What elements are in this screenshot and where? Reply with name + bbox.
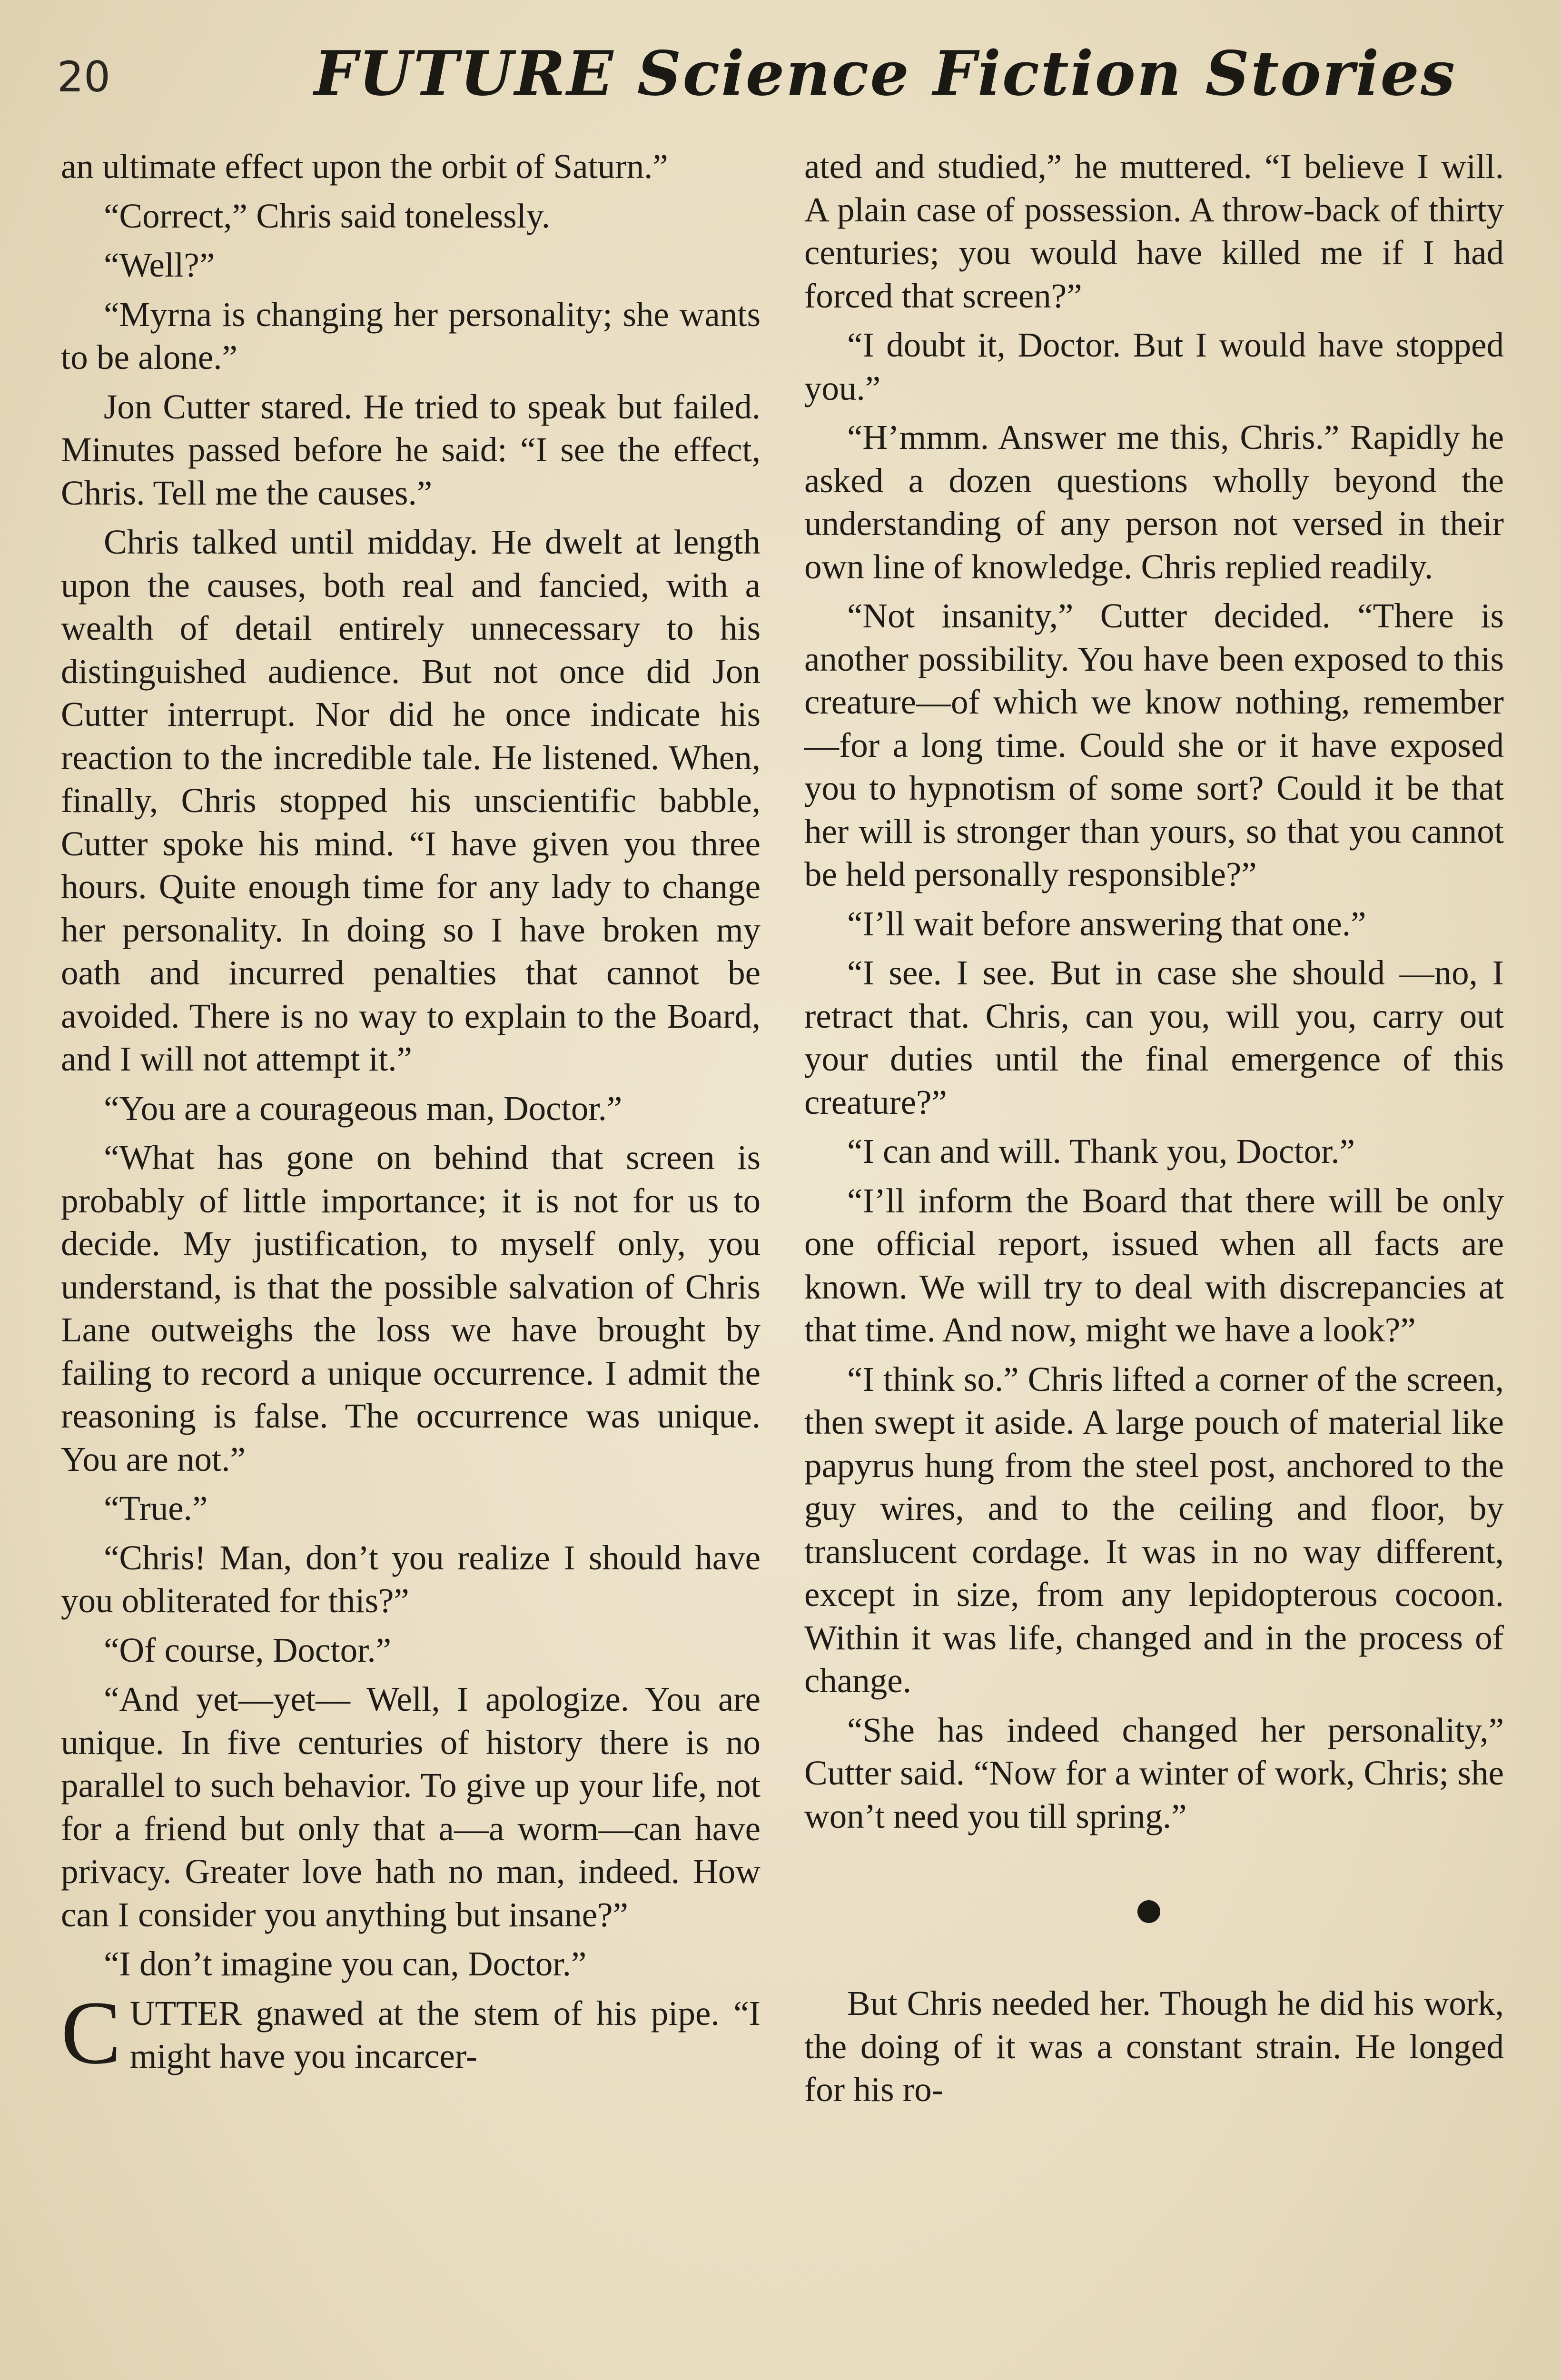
paragraph: “H’mmm. Answer me this, Chris.” Rapidly he asked a dozen questions wholly beyond the understanding of any person not versed in their own line of knowledge. Chris replied readily. [804,418,1504,586]
paragraph: “I see. I see. But in case she should —no, I retract that. Chris, can you, will you, carry out your duties until the final emergence of this creature?” [804,953,1504,1121]
page-number: 20 [57,52,110,101]
paragraph: Jon Cutter stared. He tried to speak but failed. Minutes passed before he said: “I see the effect, Chris. Tell me the causes.” [61,387,761,512]
paragraph: “Correct,” Chris said tonelessly. [104,196,550,235]
paragraph: “I doubt it, Doctor. But I would have stopped you.” [804,326,1504,407]
section-break [804,1844,1504,1982]
paragraph: Chris talked until midday. He dwelt at length upon the causes, both real and fancied, with a wealth of detail entirely unnecessary to his distinguished audience. But not once did Jon Cutter interrupt. Nor did he once indicate his reaction to the incredible tale. He listened. When, finally, Chris stopped his unscientific babble, Cutter spoke his mind. “I have given you three hours. Quite enough time for any lady to change her personality. In doing so I have broken my oath and incurred penalties that cannot be avoided. There is no way to explain to the Board, and I will not attempt it.” [61,523,761,1078]
paragraph: “You are a courageous man, Doctor.” [104,1089,622,1128]
dropcap-paragraph-text: UTTER gnawed at the stem of his pipe. “I might have you incarcer- [129,1993,761,2075]
paragraph: “She has indeed changed her personality,” Cutter said. “Now for a winter of work, Chris; she won’t need you till spring.” [804,1710,1504,1835]
paragraph: “Well?” [104,246,215,284]
dropcap-paragraph [61,1983,761,2083]
paragraph: “Myrna is changing her personality; she wants to be alone.” [61,295,761,377]
page-header [57,38,1513,124]
paragraph: “Chris! Man, don’t you realize I should have you obliterated for this?” [61,1538,761,1620]
paragraph: “Of course, Doctor.” [104,1630,392,1669]
paragraph: “What has gone on behind that screen is probably of little importance; it is not for us to decide. My justification, to myself only, you understand, is that the possible salvation of Chris Lane outweighs the loss we have brought by failing to record a unique occurrence. I admit the reasoning is false. The occurrence was unique. You are not.” [61,1138,761,1478]
paragraph: “And yet—yet— Well, I apologize. You are unique. In five centuries of history there is no parallel to such behavior. To give up your life, not for a friend but only that a—a worm—can have privacy. Greater love hath no man, indeed. How can I consider you anything but insane?” [61,1680,761,1934]
paragraph: “I’ll inform the Board that there will be only one official report, issued when all facts are known. We will try to deal with discrepancies at that time. And now, might we have a look?” [804,1181,1504,1349]
bullet-ornament-icon [1137,1900,1160,1923]
paragraph: “Not insanity,” Cutter decided. “There is another possibility. You have been exposed to this creature—of which we know nothing, remember—for a long time. Could she or it have exposed you to hypnotism of some sort? Could it be that her will is stronger than yours, so that you cannot be held personally responsible?” [804,596,1504,893]
magazine-title: FUTURE Science Fiction Stories [314,38,1456,109]
paragraph: “I can and will. Thank you, Doctor.” [847,1132,1355,1170]
right-column [804,145,1504,2118]
paragraph: ated and studied,” he muttered. “I believe I will. A plain case of possession. A throw-back of thirty centuries; you would have killed me if I had forced that screen?” [804,147,1504,315]
paragraph: “I’ll wait before answering that one.” [847,904,1366,943]
left-column [61,145,761,2084]
dropcap-letter: C [61,1983,121,2083]
paragraph: But Chris needed her. Though he did his work, the doing of it was a constant strain. He longed for his ro- [804,1984,1504,2109]
paragraph: “I don’t imagine you can, Doctor.” [104,1944,587,1983]
paragraph: “I think so.” Chris lifted a corner of the screen, then swept it aside. A large pouch of material like papyrus hung from the steel post, anchored to the guy wires, and to the ceiling and floor, by translucent cordage. It was in no way different, except in size, from any lepidopterous cocoon. Within it was life, changed and in the process of change. [804,1359,1504,1700]
paragraph: an ultimate effect upon the orbit of Saturn.” [61,147,668,186]
paragraph: “True.” [104,1489,208,1527]
